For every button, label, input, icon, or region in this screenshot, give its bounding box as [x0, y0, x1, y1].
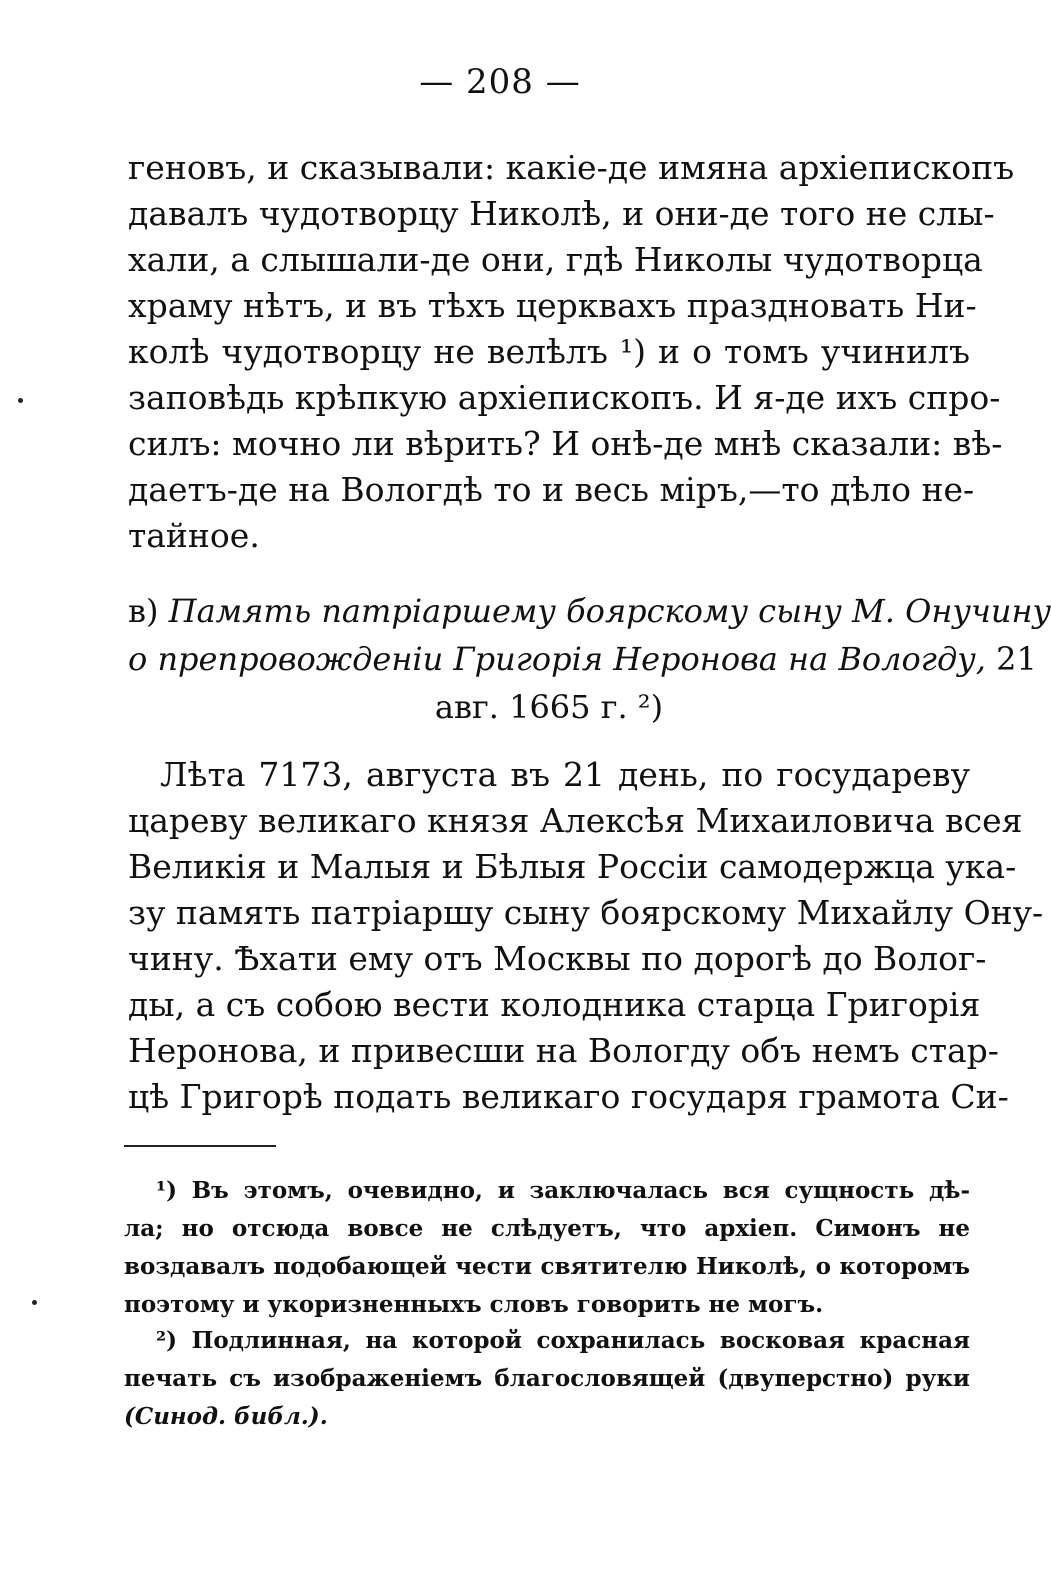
text-line: храму нѣтъ, и въ тѣхъ церквахъ праздновать Ни- — [128, 286, 977, 325]
heading-line-3: авг. 1665 г. ²) — [434, 688, 664, 726]
margin-speck — [32, 1300, 37, 1305]
document-heading — [128, 587, 1051, 731]
text-line: колѣ чудотворцу не велѣлъ ¹) и о томъ учинилъ — [128, 332, 970, 371]
footnote-line: ²) Подлинная, на которой сохранилась восковая красная — [156, 1327, 970, 1354]
text-line: хали, а слышали-де они, гдѣ Николы чудотворца — [128, 240, 983, 279]
heading-title-part-1: Память патріаршему боярскому сыну М. Онучину — [168, 592, 1051, 630]
heading-title-part-2: о препровожденіи Григорія Неронова на Вологду, — [128, 640, 986, 678]
text-line: даетъ-де на Вологдѣ то и весь міръ,—то дѣло не- — [128, 470, 975, 509]
text-line: тайное. — [128, 516, 260, 555]
text-line: давалъ чудотворцу Николѣ, и они-де того не слы- — [128, 194, 995, 233]
text-line: ды, а съ собою вести колодника старца Григорія — [128, 985, 981, 1024]
text-line: заповѣдь крѣпкую архіепископъ. И я-де ихъ спро- — [128, 378, 1001, 417]
footnote-line: (Синод. библ.). — [124, 1403, 328, 1430]
text-line: цареву великаго князя Алексѣя Михаиловича всея — [128, 801, 1023, 840]
heading-line-2 — [128, 635, 1037, 683]
page-number: — 208 — — [419, 62, 581, 102]
footnote-line: ла; но отсюда вовсе не слѣдуетъ, что архіеп. Симонъ не — [124, 1215, 970, 1242]
text-line: чину. Ѣхати ему отъ Москвы по дорогѣ до Волог- — [128, 939, 987, 978]
text-line: Неронова, и привесши на Вологду объ немъ стар- — [128, 1031, 999, 1070]
body-paragraph-1 — [128, 145, 1015, 559]
text-line: цѣ Григорѣ подать великаго государя грамота Си- — [128, 1077, 1009, 1116]
text-line: зу память патріаршу сыну боярскому Михайлу Ону- — [128, 893, 1044, 932]
heading-line-1 — [128, 587, 1051, 635]
heading-date-day: 21 — [985, 640, 1037, 678]
margin-speck — [18, 398, 23, 403]
footnote-divider — [124, 1145, 276, 1147]
footnote-line: ¹) Въ этомъ, очевидно, и заключалась вся сущность дѣ- — [156, 1177, 970, 1204]
body-paragraph-2 — [128, 752, 1044, 1120]
text-line: силъ: мочно ли вѣрить? И онѣ-де мнѣ сказали: вѣ- — [128, 424, 1003, 463]
text-line: Лѣта 7173, августа въ 21 день, по государеву — [160, 755, 970, 794]
footnote-1 — [124, 1172, 970, 1324]
footnote-line: печать съ изображеніемъ благословящей (двуперстно) руки — [124, 1365, 970, 1392]
text-line: геновъ, и сказывали: какіе-де имяна архіепископъ — [128, 148, 1015, 187]
footnote-2 — [124, 1322, 970, 1436]
text-line: Великія и Малыя и Бѣлыя Россіи самодержца ука- — [128, 847, 1017, 886]
footnote-line: поэтому и укоризненныхъ словъ говорить не могъ. — [124, 1291, 824, 1318]
footnote-line: воздавалъ подобающей чести святителю Николѣ, о которомъ — [124, 1253, 970, 1280]
heading-marker: в) — [128, 592, 159, 630]
